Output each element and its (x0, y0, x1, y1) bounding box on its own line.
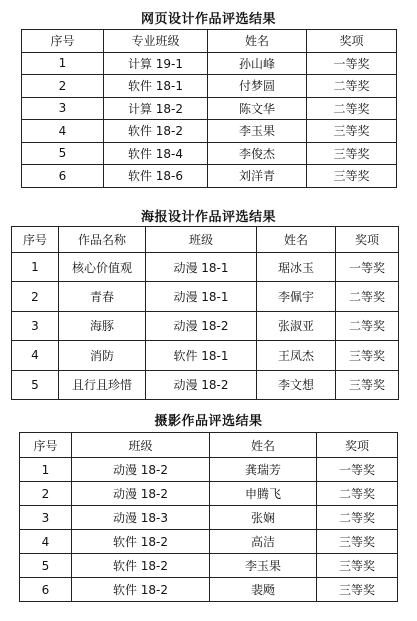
table-cell: 6 (22, 165, 104, 188)
table-cell: 动漫 18-1 (146, 253, 257, 282)
table-row (12, 311, 399, 340)
table-cell: 二等奖 (336, 311, 399, 340)
table-cell: 软件 18-2 (72, 578, 210, 602)
table-cell: 软件 18-1 (146, 341, 257, 370)
table-cell: 1 (22, 52, 104, 75)
header-cell: 班级 (72, 433, 210, 458)
table-cell: 王凤杰 (257, 341, 336, 370)
table-cell: 三等奖 (307, 120, 397, 143)
web-design-results-title: 网页设计作品评选结果 (140, 12, 276, 27)
table-cell: 二等奖 (317, 506, 398, 530)
table-cell: 裴飏 (210, 578, 317, 602)
table-cell: 5 (22, 142, 104, 165)
table-cell: 张淑亚 (257, 311, 336, 340)
poster-design-results-title: 海报设计作品评选结果 (140, 210, 276, 225)
table-cell: 动漫 18-3 (72, 506, 210, 530)
header-cell: 序号 (22, 30, 104, 53)
table-row (20, 578, 398, 602)
table-cell: 3 (20, 506, 72, 530)
table-cell: 刘洋青 (208, 165, 307, 188)
web-design-results-table (21, 29, 397, 188)
table-cell: 李佩宇 (257, 282, 336, 311)
table-cell: 三等奖 (317, 554, 398, 578)
table-cell: 5 (12, 370, 59, 399)
table-row (22, 75, 397, 98)
table-row (22, 142, 397, 165)
table-row (20, 530, 398, 554)
table-cell: 6 (20, 578, 72, 602)
table-cell: 3 (12, 311, 59, 340)
header-cell: 奖项 (317, 433, 398, 458)
table-cell: 孙山峰 (208, 52, 307, 75)
table-cell: 1 (20, 458, 72, 482)
table-cell: 计算 19-1 (104, 52, 208, 75)
table-cell: 二等奖 (317, 482, 398, 506)
table-row (20, 482, 398, 506)
table-row (22, 52, 397, 75)
poster-design-results-table (11, 226, 399, 400)
table-cell: 计算 18-2 (104, 97, 208, 120)
table-cell: 青春 (59, 282, 146, 311)
table-cell: 三等奖 (307, 165, 397, 188)
photography-results-table (19, 432, 398, 602)
table-cell: 申腾飞 (210, 482, 317, 506)
table-cell: 消防 (59, 341, 146, 370)
table-cell: 李玉果 (208, 120, 307, 143)
header-cell: 姓名 (210, 433, 317, 458)
table-cell: 2 (22, 75, 104, 98)
table-row (12, 253, 399, 282)
table-cell: 二等奖 (307, 75, 397, 98)
table-row (20, 554, 398, 578)
table-cell: 4 (20, 530, 72, 554)
table-cell: 李文想 (257, 370, 336, 399)
table-cell: 琚冰玉 (257, 253, 336, 282)
table-cell: 5 (20, 554, 72, 578)
table-cell: 一等奖 (317, 458, 398, 482)
table-cell: 三等奖 (336, 341, 399, 370)
table-row (22, 97, 397, 120)
table-cell: 2 (20, 482, 72, 506)
table-cell: 三等奖 (317, 530, 398, 554)
table-cell: 李俊杰 (208, 142, 307, 165)
table-cell: 高洁 (210, 530, 317, 554)
header-row (22, 30, 397, 53)
table-cell: 软件 18-2 (72, 530, 210, 554)
table-cell: 李玉果 (210, 554, 317, 578)
header-cell: 序号 (20, 433, 72, 458)
table-cell: 海豚 (59, 311, 146, 340)
header-cell: 序号 (12, 227, 59, 253)
table-cell: 二等奖 (307, 97, 397, 120)
table-row (22, 120, 397, 143)
header-cell: 奖项 (307, 30, 397, 53)
table-cell: 三等奖 (336, 370, 399, 399)
table-cell: 软件 18-1 (104, 75, 208, 98)
table-cell: 核心价值观 (59, 253, 146, 282)
table-cell: 软件 18-6 (104, 165, 208, 188)
table-cell: 动漫 18-2 (72, 458, 210, 482)
table-cell: 陈文华 (208, 97, 307, 120)
header-cell: 姓名 (257, 227, 336, 253)
table-cell: 张娴 (210, 506, 317, 530)
table-row (20, 458, 398, 482)
table-cell: 软件 18-2 (104, 120, 208, 143)
table-row (12, 282, 399, 311)
table-cell: 2 (12, 282, 59, 311)
header-row (12, 227, 399, 253)
table-cell: 三等奖 (307, 142, 397, 165)
table-cell: 动漫 18-1 (146, 282, 257, 311)
table-row (22, 165, 397, 188)
table-cell: 动漫 18-2 (146, 370, 257, 399)
table-cell: 4 (12, 341, 59, 370)
table-cell: 动漫 18-2 (146, 311, 257, 340)
table-cell: 一等奖 (336, 253, 399, 282)
table-cell: 一等奖 (307, 52, 397, 75)
table-cell: 1 (12, 253, 59, 282)
table-cell: 二等奖 (336, 282, 399, 311)
table-cell: 3 (22, 97, 104, 120)
header-cell: 奖项 (336, 227, 399, 253)
table-row (12, 370, 399, 399)
header-row (20, 433, 398, 458)
header-cell: 班级 (146, 227, 257, 253)
photography-results-title: 摄影作品评选结果 (154, 414, 263, 429)
table-cell: 动漫 18-2 (72, 482, 210, 506)
header-cell: 作品名称 (59, 227, 146, 253)
table-cell: 软件 18-4 (104, 142, 208, 165)
header-cell: 专业班级 (104, 30, 208, 53)
table-cell: 龚瑞芳 (210, 458, 317, 482)
table-row (20, 506, 398, 530)
table-cell: 软件 18-2 (72, 554, 210, 578)
table-cell: 付梦圆 (208, 75, 307, 98)
table-cell: 4 (22, 120, 104, 143)
header-cell: 姓名 (208, 30, 307, 53)
table-cell: 三等奖 (317, 578, 398, 602)
table-row (12, 341, 399, 370)
table-cell: 且行且珍惜 (59, 370, 146, 399)
